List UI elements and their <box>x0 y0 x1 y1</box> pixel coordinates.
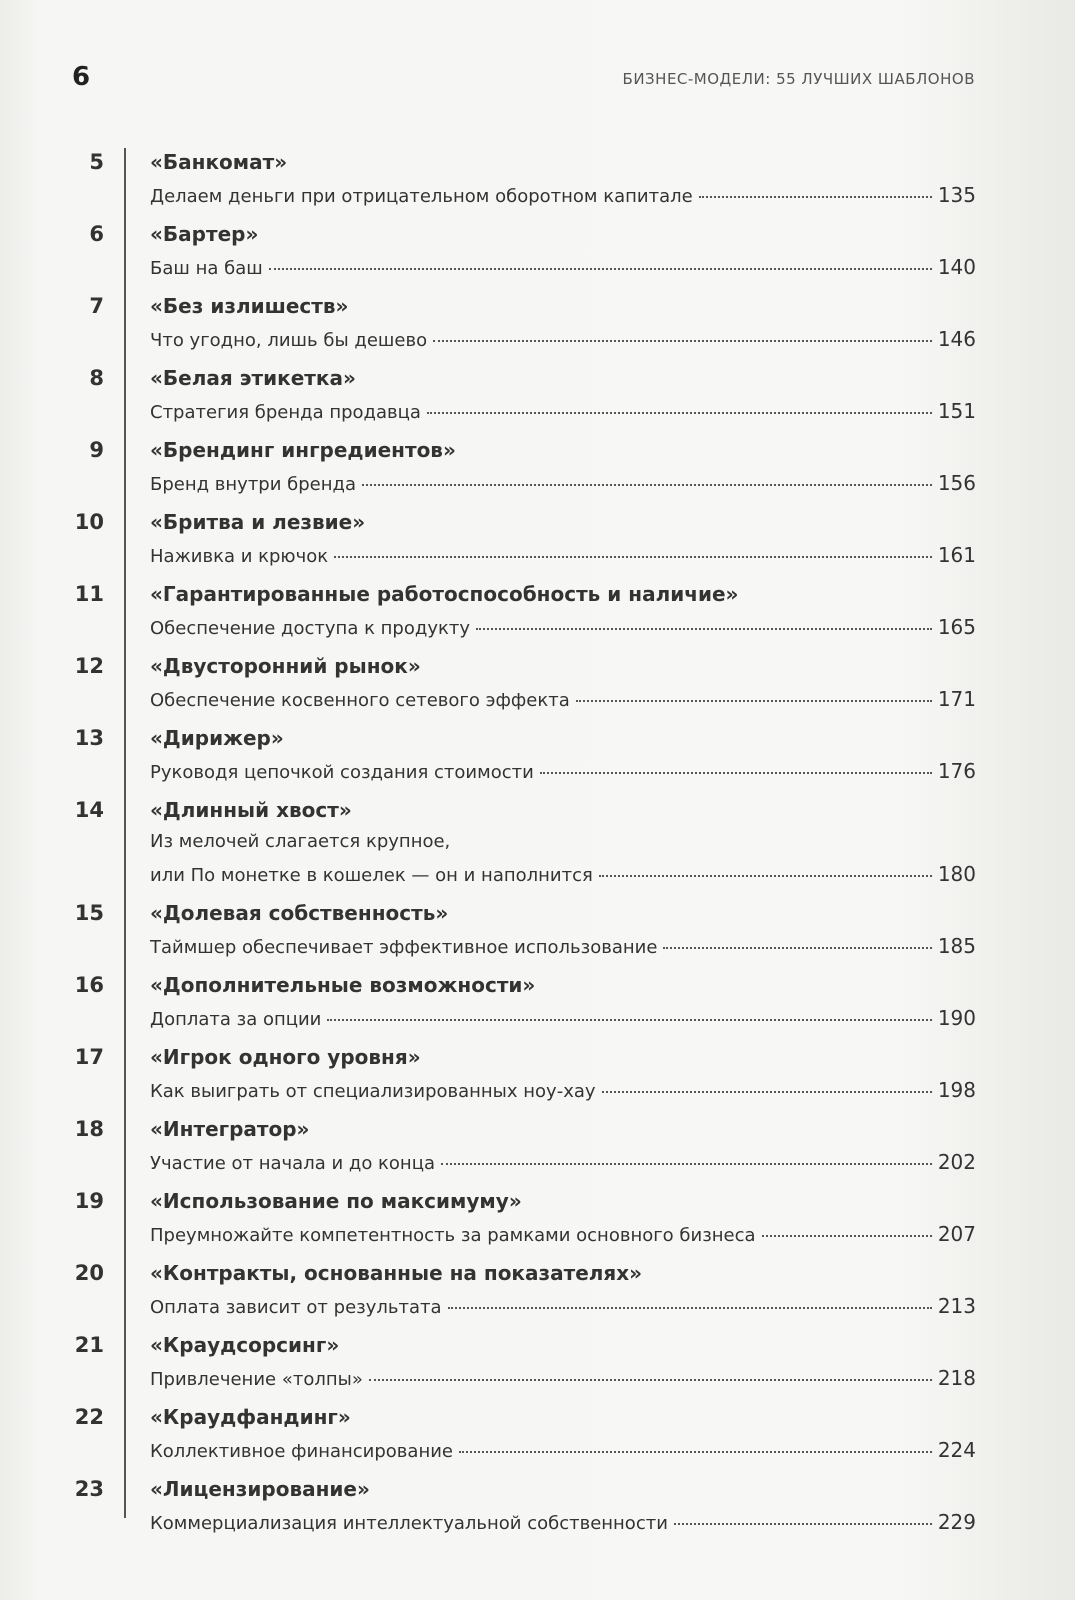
toc-entry-title: «Контракты, основанные на показателях» <box>150 1261 643 1285</box>
toc-entry-subtitle-line <box>150 1078 976 1102</box>
toc-entry-subtitle: Оплата зависит от результата <box>150 1297 442 1318</box>
toc-entry-page: 224 <box>937 1438 976 1462</box>
toc-entry-title: «Лицензирование» <box>150 1477 370 1501</box>
toc-entry-page: 146 <box>937 327 976 351</box>
dot-leader <box>269 268 932 270</box>
dot-leader <box>602 1091 932 1093</box>
toc-entry-subtitle: Привлечение «толпы» <box>150 1369 363 1390</box>
toc-entry-title: «Использование по максимуму» <box>150 1189 522 1213</box>
dot-leader <box>433 340 932 342</box>
toc-entry-page: 207 <box>937 1222 976 1246</box>
dot-leader <box>448 1307 932 1309</box>
toc-entry <box>0 722 1075 794</box>
toc-entry <box>0 1257 1075 1329</box>
toc-entry-number: 16 <box>74 973 104 997</box>
dot-leader <box>699 196 932 198</box>
toc-entry <box>0 1113 1075 1185</box>
toc-entry-page: 198 <box>937 1078 976 1102</box>
toc-entry-subtitle-line <box>150 615 976 639</box>
toc-entry-number: 20 <box>74 1261 104 1285</box>
toc-entry-title: «Дирижер» <box>150 726 284 750</box>
toc-entry-number: 22 <box>74 1405 104 1429</box>
toc-entry <box>0 1401 1075 1473</box>
toc-entry <box>0 578 1075 650</box>
toc-entry-subtitle: Наживка и крючок <box>150 546 329 567</box>
dot-leader <box>476 628 932 630</box>
toc-entry-subtitle-line <box>150 1294 976 1318</box>
dot-leader <box>362 484 932 486</box>
toc-entry <box>0 218 1075 290</box>
toc-entry <box>0 794 1075 897</box>
toc-entry-page: 140 <box>937 255 976 279</box>
toc-entry-title: «Долевая собственность» <box>150 901 449 925</box>
toc-entry-number: 21 <box>74 1333 104 1357</box>
toc-entry-subtitle: Обеспечение косвенного сетевого эффекта <box>150 690 570 711</box>
running-head: БИЗНЕС-МОДЕЛИ: 55 ЛУЧШИХ ШАБЛОНОВ <box>622 70 975 88</box>
toc-entry-subtitle: Участие от начала и до конца <box>150 1153 435 1174</box>
toc-entry-subtitle-line <box>150 1006 976 1030</box>
toc-entry-subtitle: Баш на баш <box>150 258 263 279</box>
toc-entry-title: «Игрок одного уровня» <box>150 1045 421 1069</box>
toc-entry-number: 13 <box>74 726 104 750</box>
toc-entry-title: «Краудсорсинг» <box>150 1333 340 1357</box>
toc-entry-page: 165 <box>937 615 976 639</box>
toc-entry-subtitle-line <box>150 543 976 567</box>
toc-entry-subtitle: Делаем деньги при отрицательном оборотном капитале <box>150 186 693 207</box>
toc-entry-number: 10 <box>74 510 104 534</box>
toc-entry-page: 161 <box>937 543 976 567</box>
toc-entry-subtitle: Коммерциализация интеллектуальной собственности <box>150 1513 668 1534</box>
toc-entry-number: 23 <box>74 1477 104 1501</box>
toc-entry-number: 19 <box>74 1189 104 1213</box>
toc-entry <box>0 434 1075 506</box>
table-of-contents <box>0 146 1075 1545</box>
toc-entry-page: 180 <box>937 862 976 886</box>
toc-entry-number: 8 <box>89 366 104 390</box>
dot-leader <box>540 772 932 774</box>
toc-entry-subtitle-line <box>150 399 976 423</box>
toc-entry-subtitle: Таймшер обеспечивает эффективное использование <box>150 937 658 958</box>
dot-leader <box>663 947 931 949</box>
toc-entry-title: «Интегратор» <box>150 1117 310 1141</box>
toc-entry-title: «Дополнительные возможности» <box>150 973 536 997</box>
toc-entry-page: 151 <box>937 399 976 423</box>
toc-entry-subtitle: Стратегия бренда продавца <box>150 402 421 423</box>
toc-entry-title: «Двусторонний рынок» <box>150 654 421 678</box>
toc-entry-subtitle-line <box>150 1438 976 1462</box>
toc-entry-number: 12 <box>74 654 104 678</box>
toc-entry-subtitle-line <box>150 471 976 495</box>
toc-entry-subtitle: Из мелочей слагается крупное, <box>150 831 451 852</box>
toc-entry-page: 229 <box>937 1510 976 1534</box>
toc-entry-number: 6 <box>89 222 104 246</box>
toc-entry-subtitle-line <box>150 934 976 958</box>
toc-entry-subtitle: Что угодно, лишь бы дешево <box>150 330 428 351</box>
toc-entry-title: «Без излишеств» <box>150 294 349 318</box>
toc-entry-title: «Гарантированные работоспособность и наличие» <box>150 582 739 606</box>
toc-entry-subtitle-line <box>150 687 976 711</box>
toc-entry-subtitle-line <box>150 862 976 886</box>
dot-leader <box>334 556 932 558</box>
toc-entry-page: 135 <box>937 183 976 207</box>
toc-entry-subtitle: или По монетке в кошелек — он и наполнится <box>150 865 593 886</box>
toc-entry-page: 185 <box>937 934 976 958</box>
toc-entry-page: 176 <box>937 759 976 783</box>
toc-entry-subtitle-line <box>150 183 976 207</box>
toc-entry-page: 156 <box>937 471 976 495</box>
toc-entry <box>0 1041 1075 1113</box>
toc-entry-subtitle-line <box>150 1366 976 1390</box>
toc-entry-title: «Бартер» <box>150 222 259 246</box>
toc-entry-number: 14 <box>74 798 104 822</box>
toc-entry-number: 17 <box>74 1045 104 1069</box>
toc-entry-subtitle-line <box>150 1222 976 1246</box>
dot-leader <box>441 1163 932 1165</box>
toc-entry-subtitle: Руководя цепочкой создания стоимости <box>150 762 534 783</box>
toc-entry-subtitle: Бренд внутри бренда <box>150 474 356 495</box>
toc-entry-title: «Длинный хвост» <box>150 798 352 822</box>
toc-entry <box>0 1185 1075 1257</box>
toc-entry-subtitle-line <box>150 1150 976 1174</box>
dot-leader <box>459 1451 932 1453</box>
toc-entry-title: «Краудфандинг» <box>150 1405 351 1429</box>
toc-entry-title: «Белая этикетка» <box>150 366 356 390</box>
toc-entry-subtitle-line <box>150 255 976 279</box>
toc-entry-number: 15 <box>74 901 104 925</box>
dot-leader <box>674 1523 932 1525</box>
toc-entry-subtitle: Коллективное финансирование <box>150 1441 453 1462</box>
toc-entry <box>0 362 1075 434</box>
toc-entry <box>0 290 1075 362</box>
toc-entry-number: 7 <box>89 294 104 318</box>
toc-entry-subtitle: Доплата за опции <box>150 1009 322 1030</box>
toc-entry-page: 190 <box>937 1006 976 1030</box>
toc-entry-subtitle: Преумножайте компетентность за рамками основного бизнеса <box>150 1225 756 1246</box>
toc-entry <box>0 969 1075 1041</box>
toc-entry-title: «Банкомат» <box>150 150 288 174</box>
dot-leader <box>427 412 932 414</box>
toc-entry <box>0 146 1075 218</box>
dot-leader <box>369 1379 932 1381</box>
toc-entry-subtitle-line <box>150 759 976 783</box>
toc-entry-page: 202 <box>937 1150 976 1174</box>
dot-leader <box>576 700 932 702</box>
toc-entry-number: 9 <box>89 438 104 462</box>
toc-entry-page: 218 <box>937 1366 976 1390</box>
toc-entry-title: «Брендинг ингредиентов» <box>150 438 456 462</box>
page-number: 6 <box>72 62 91 92</box>
toc-entry <box>0 1473 1075 1545</box>
dot-leader <box>327 1019 931 1021</box>
toc-entry-subtitle-line <box>150 831 976 852</box>
toc-entry-subtitle: Обеспечение доступа к продукту <box>150 618 470 639</box>
toc-entry-title: «Бритва и лезвие» <box>150 510 366 534</box>
toc-entry-subtitle: Как выиграть от специализированных ноу-хау <box>150 1081 596 1102</box>
toc-entry-page: 213 <box>937 1294 976 1318</box>
toc-entry <box>0 897 1075 969</box>
dot-leader <box>762 1235 932 1237</box>
dot-leader <box>599 875 932 877</box>
toc-entry-number: 5 <box>89 150 104 174</box>
toc-entry-number: 11 <box>74 582 104 606</box>
toc-entry-subtitle-line <box>150 1510 976 1534</box>
toc-entry-subtitle-line <box>150 327 976 351</box>
toc-entry-page: 171 <box>937 687 976 711</box>
toc-entry <box>0 650 1075 722</box>
toc-entry <box>0 506 1075 578</box>
toc-entry <box>0 1329 1075 1401</box>
toc-entry-number: 18 <box>74 1117 104 1141</box>
